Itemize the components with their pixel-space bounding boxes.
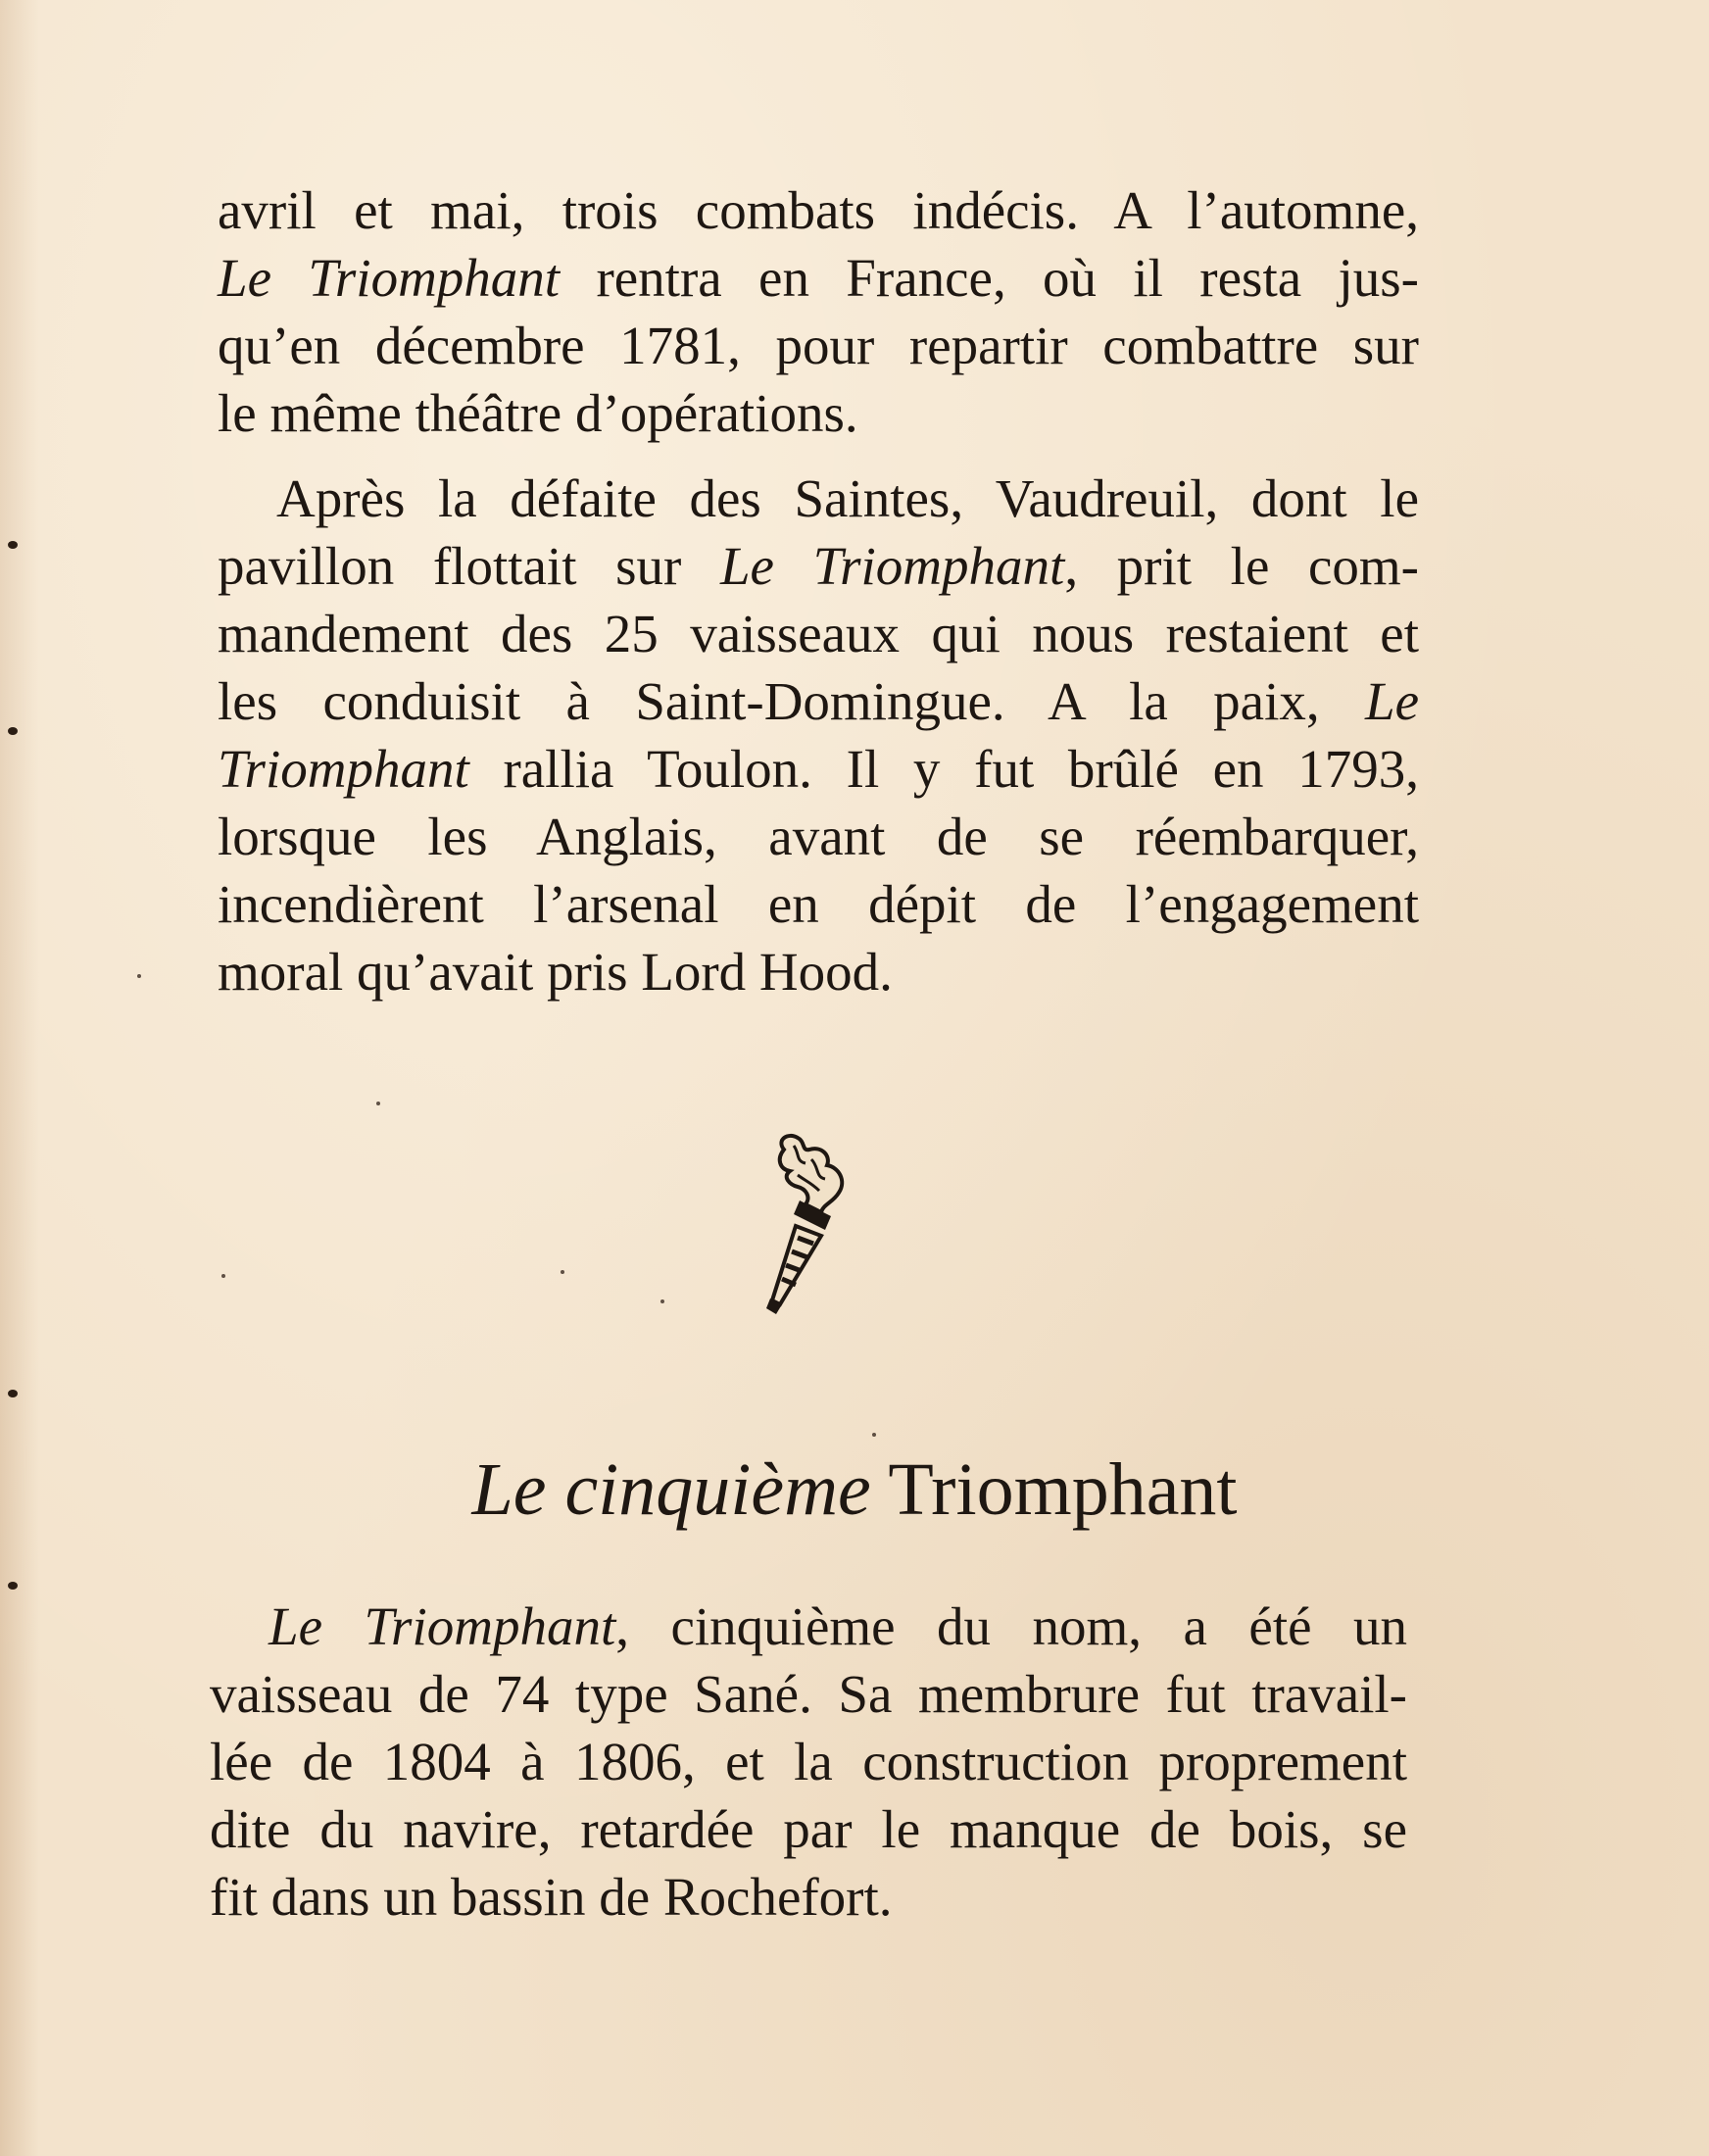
text-line: [210, 1660, 1407, 1728]
text-run: incendièrent l’arsenal en dépit de l’engagement: [218, 874, 1419, 934]
text-run: rallia Toulon. Il y fut brûlé en 1793,: [468, 739, 1419, 799]
text-run: moral qu’avait pris Lord Hood.: [218, 942, 893, 1002]
text-run: lorsque les Anglais, avant de se réembarquer,: [218, 807, 1419, 866]
text-run: lée de 1804 à 1806, et la construction proprement: [210, 1732, 1407, 1791]
paper-speck: [221, 1274, 225, 1278]
text-line: [218, 312, 1419, 379]
binding-mark: [8, 1582, 18, 1590]
italic-text: Le Triomphant: [218, 248, 561, 308]
paper-speck: [660, 1299, 664, 1303]
text-run: rentra en France, où il resta jus-: [560, 248, 1419, 308]
text-run: les conduisit à Saint-Domingue. A la paix,: [218, 671, 1365, 731]
text-run: qu’en décembre 1781, pour repartir combattre sur: [218, 316, 1419, 375]
paper-speck: [376, 1102, 380, 1105]
text-run: , prit le com-: [1064, 536, 1419, 596]
binding-mark: [8, 727, 18, 735]
text-run: Après la défaite des Saintes, Vaudreuil, dont le: [276, 468, 1419, 528]
italic-text: Triomphant: [218, 739, 469, 799]
text-line: [218, 667, 1419, 735]
text-run: pavillon flottait sur: [218, 536, 720, 596]
paper-speck: [872, 1433, 876, 1437]
italic-text: Le: [1365, 671, 1419, 731]
paper-speck: [561, 1270, 564, 1274]
text-run: le même théâtre d’opérations.: [218, 383, 858, 443]
paragraph-2: [218, 465, 1419, 1005]
text-line: [218, 735, 1419, 803]
italic-text: Le Triomphant: [719, 536, 1065, 596]
italic-text: Le Triomphant: [269, 1596, 616, 1656]
text-line: [218, 532, 1419, 600]
binding-mark: [8, 1390, 18, 1397]
text-line: [210, 1592, 1407, 1660]
text-run: avril et mai, trois combats indécis. A l’automne,: [218, 180, 1419, 240]
text-line: [218, 176, 1419, 244]
text-line: [210, 1863, 1407, 1931]
text-run: mandement des 25 vaisseaux qui nous restaient et: [218, 604, 1419, 663]
paragraph-1: [218, 176, 1419, 447]
binding-mark: [8, 541, 18, 549]
section-heading-roman: Triomphant: [888, 1448, 1238, 1531]
text-line: [218, 803, 1419, 870]
paper-speck: [137, 974, 141, 978]
section-heading: [0, 1446, 1709, 1534]
text-run: dite du navire, retardée par le manque de bois, se: [210, 1799, 1407, 1859]
paragraph-3: [210, 1592, 1407, 1931]
text-line: [210, 1795, 1407, 1863]
text-line: [218, 379, 1419, 447]
text-line: [218, 938, 1419, 1005]
torch-icon: [737, 1132, 884, 1318]
section-heading-italic: Le cinquième: [471, 1448, 871, 1531]
text-line: [218, 600, 1419, 667]
text-run: vaisseau de 74 type Sané. Sa membrure fut travail-: [210, 1664, 1407, 1724]
text-line: [210, 1728, 1407, 1795]
text-line: [218, 870, 1419, 938]
text-run: fit dans un bassin de Rochefort.: [210, 1867, 893, 1927]
text-run: , cinquième du nom, a été un: [615, 1596, 1408, 1656]
text-line: [218, 465, 1419, 532]
text-line: [218, 244, 1419, 312]
